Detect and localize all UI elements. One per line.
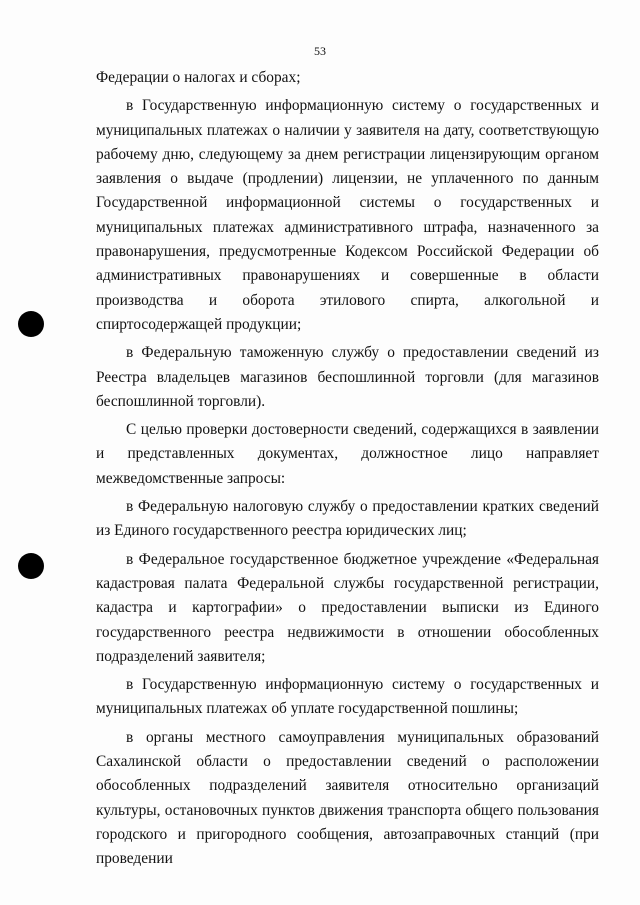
paragraph: в Федеральное государственное бюджетное учреждение «Федеральная кадастровая палата Федеральной службы государственной регистрации, кадастра и картографии» о предоставлении выписки из Единого государственного реестра недвижимости в отношении обособленных подразделений заявителя; [96,550,599,665]
document-body [96,66,599,876]
binder-hole-top [18,311,44,337]
paragraph: Федерации о налогах и сборах; [96,69,301,86]
paragraph: в Федеральную налоговую службу о предоставлении кратких сведений из Единого государственного реестра юридических лиц; [96,498,599,540]
paragraph: в Государственную информационную систему о государственных и муниципальных платежах об уплате государственной пошлины; [96,676,599,718]
paragraph: в Федеральную таможенную службу о предоставлении сведений из Реестра владельцев магазинов беспошлинной торговли (для магазинов беспошлинной торговли). [96,344,599,410]
page-number: 53 [314,44,326,58]
paragraph: С целью проверки достоверности сведений, содержащихся в заявлении и представленных документах, должностное лицо направляет межведомственные запросы: [96,421,599,487]
paragraph: в Государственную информационную систему о государственных и муниципальных платежах о наличии у заявителя на дату, соответствующую рабочему дню, следующему за днем регистрации лицензирующим органом заявления о выдаче (продлении) лицензии, не уплаченного по данным Государственной информационной системы о государственных и муниципальных платежах административного штрафа, назначенного за правонарушения, предусмотренные Кодексом Российской Федерации об административных правонарушениях и совершенные в области производства и оборота этилового спирта, алкогольной и спиртосодержащей продукции; [96,97,599,333]
binder-hole-bottom [18,553,44,579]
paragraph: в органы местного самоуправления муниципальных образований Сахалинской области о предоставлении сведений о расположении обособленных подразделений заявителя относительно организаций культуры, остановочных пунктов движения транспорта общего пользования городского и пригородного сообщения, автозаправочных станций (при проведении [96,728,599,868]
